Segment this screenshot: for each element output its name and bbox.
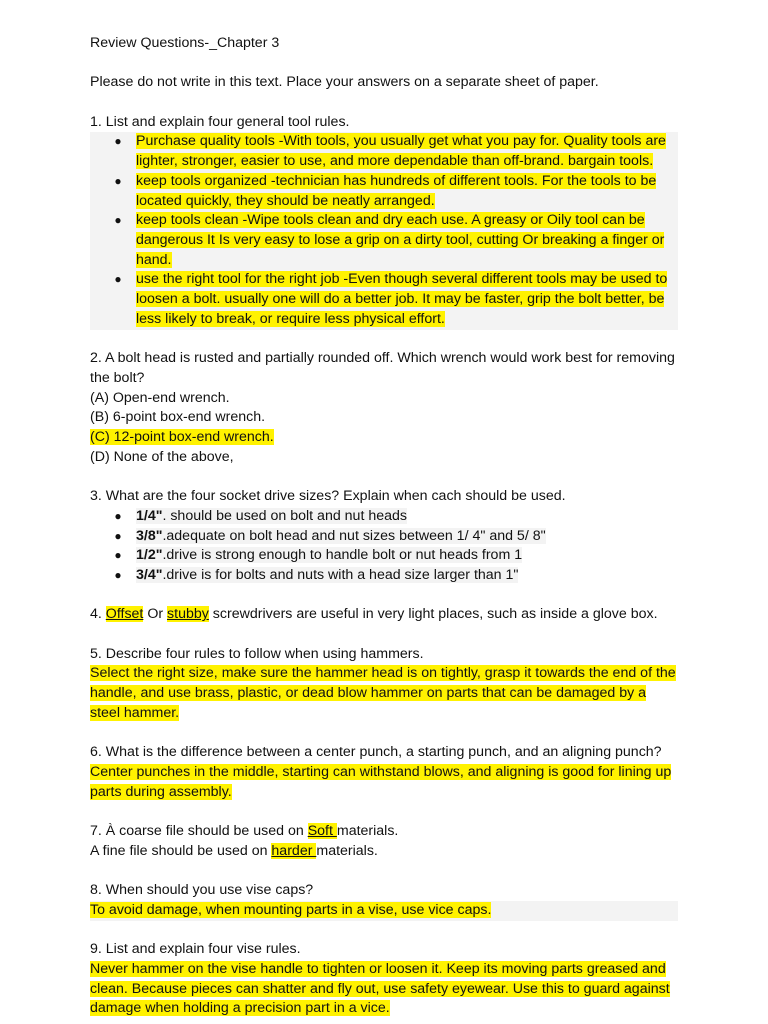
blank-answer: harder [271, 842, 317, 859]
drive-size: 1/2" [136, 547, 163, 564]
blank-answer: Soft [307, 823, 337, 839]
drive-usage: . should be used on bolt and nut heads [162, 507, 407, 524]
list-item [90, 172, 678, 211]
rule-heading: Purchase quality tools [136, 133, 275, 150]
highlighted-answer: Select the right size, make sure the hammer head is on tightly, grasp it towards the end of the handle, and use brass, plastic, or dead blow hammer on parts that can be damaged by a steel hammer. [90, 665, 676, 721]
q7-suffix: materials. [336, 823, 399, 839]
option-a: (A) Open-end wrench. [90, 389, 230, 406]
rule-text: -Wipe tools clean and dry each use. A greasy or Oily tool can be dangerous It Is very easy to lose a grip on a dirty tool, cutting Or breaking a finger or hand. [136, 212, 665, 268]
list-item [90, 132, 678, 171]
list-item [90, 211, 678, 270]
bullet-icon: ● [114, 528, 122, 543]
rule-text: -Even though several different tools may be used to loosen a bolt. usually one will do a better job. It may be faster, grip the bolt better, be less likely to break, or require less physical effort. [136, 271, 668, 327]
question-9: 9. List and explain four vise rules. [90, 941, 301, 958]
drive-usage: .drive is strong enough to handle bolt or nut heads from 1 [162, 547, 523, 564]
answer-5 [90, 664, 678, 723]
q4-prefix: 4. [90, 606, 106, 623]
drive-size: 3/8" [136, 527, 163, 544]
highlighted-answer: Never hammer on the vise handle to tighten or loosen it. Keep its moving parts greased and clean. Because pieces can shatter and fly out, use safety eyewear. Use this to guard against damage when holding a precision part in a vice. [90, 960, 670, 1017]
option-b: (B) 6-point box-end wrench. [90, 409, 266, 426]
q7-prefix: A fine file should be used on [90, 842, 272, 859]
q4-mid: Or [143, 606, 168, 623]
bullet-icon: ● [114, 567, 122, 582]
answer-8 [90, 901, 678, 921]
q3-answer-list [90, 507, 678, 586]
question-3: 3. What are the four socket drive sizes? Explain when cach should be used. [90, 488, 566, 505]
option-c-selected [90, 428, 678, 448]
question-2: 2. A bolt head is rusted and partially rounded off. Which wrench would work best for removing the bolt? [90, 350, 675, 386]
q7-suffix: materials. [316, 842, 378, 859]
bullet-icon: ● [114, 173, 122, 188]
rule-heading: keep tools organized [136, 172, 267, 189]
list-item [90, 527, 678, 547]
question-6: 6. What is the difference between a center punch, a starting punch, and an aligning punch? [90, 744, 662, 761]
drive-usage: .adequate on bolt head and nut sizes between 1/ 4" and 5/ 8" [162, 527, 546, 544]
question-5: 5. Describe four rules to follow when using hammers. [90, 645, 424, 662]
list-item [90, 270, 678, 329]
highlighted-answer: Center punches in the middle, starting can withstand blows, and aligning is good for lining up parts during assembly. [90, 763, 672, 800]
question-7-line-2 [90, 842, 678, 862]
document-title: Review Questions-_Chapter 3 [90, 35, 280, 51]
q1-answer-list [90, 132, 678, 329]
question-7-line-1 [90, 822, 678, 842]
list-item [90, 546, 678, 566]
rule-heading: keep tools clean [136, 212, 239, 229]
blank-answer: stubby [167, 606, 209, 623]
blank-answer: Offset [105, 606, 144, 623]
answer-6 [90, 763, 678, 802]
q4-suffix: screwdrivers are useful in very light places, such as inside a glove box. [208, 606, 658, 623]
question-4 [90, 605, 678, 625]
bullet-icon: ● [114, 134, 122, 149]
highlighted-answer: To avoid damage, when mounting parts in a vise, use vice caps. [90, 901, 492, 918]
drive-size: 1/4" [136, 507, 163, 524]
rule-text: -technician has hundreds of different tools. For the tools to be located quickly, they should be neatly arranged. [136, 172, 657, 209]
question-8: 8. When should you use vise caps? [90, 882, 314, 899]
list-item [90, 566, 678, 586]
drive-usage: .drive is for bolts and nuts with a head size larger than 1" [162, 566, 519, 583]
selected-answer: (C) 12-point box-end wrench. [90, 429, 274, 446]
q7-prefix: 7. À coarse file should be used on [90, 823, 308, 839]
rule-text: -With tools, you usually get what you pay for. Quality tools are lighter, stronger, easier to use, and more dependable than off-brand. bargain tools. [136, 133, 666, 170]
question-1: 1. List and explain four general tool rules. [90, 113, 350, 130]
list-item [90, 507, 678, 527]
instructions-note: Please do not write in this text. Place your answers on a separate sheet of paper. [90, 74, 599, 91]
answer-9 [90, 960, 678, 1019]
bullet-icon: ● [114, 213, 122, 228]
drive-size: 3/4" [136, 566, 163, 583]
bullet-icon: ● [114, 508, 122, 523]
rule-heading: use the right tool for the right job [136, 271, 340, 288]
bullet-icon: ● [114, 548, 122, 563]
option-d: (D) None of the above, [90, 448, 234, 465]
bullet-icon: ● [114, 272, 122, 287]
